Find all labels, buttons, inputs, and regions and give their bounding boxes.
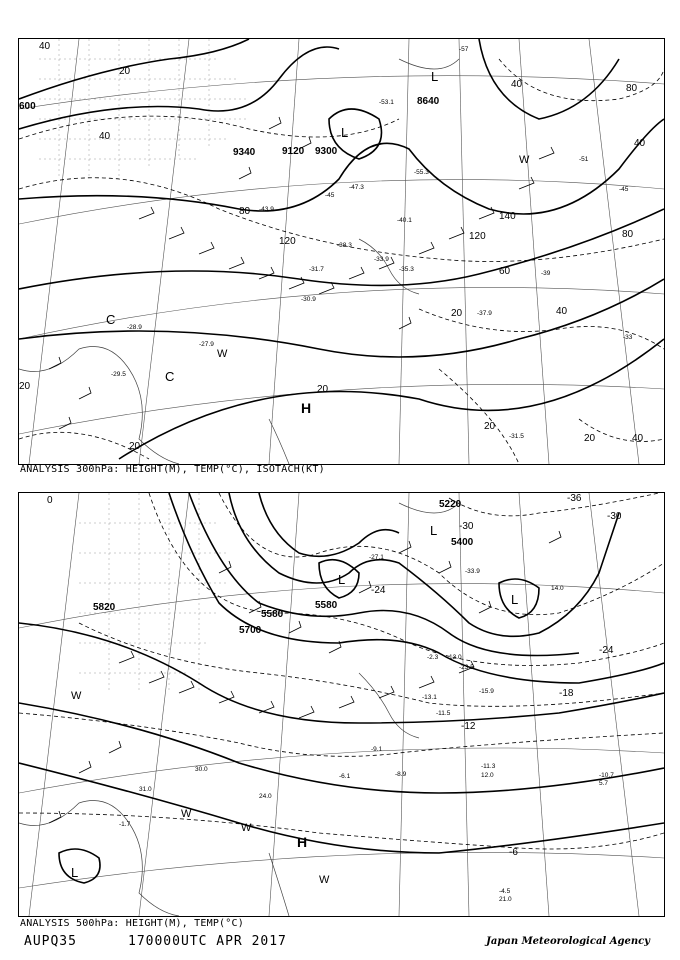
warm-center: W (241, 822, 252, 834)
station-temp: -27.9 (199, 341, 214, 348)
warm-center: W (217, 348, 228, 360)
station-temp: -30.9 (301, 296, 316, 303)
valid-time: 170000UTC APR 2017 (128, 934, 287, 949)
isotach-label: 20 (451, 308, 463, 319)
station-temp: -23.5 (459, 664, 474, 671)
chart-500hpa (18, 492, 665, 917)
warm-center: W (519, 154, 530, 166)
station-temp: -55.3 (414, 169, 429, 176)
isotach-label: 40 (634, 138, 646, 149)
station-temp: -29.5 (111, 371, 126, 378)
isotach-label: 20 (484, 421, 496, 432)
station-temp: -33.9 (465, 568, 480, 575)
station-temp: -45 (325, 192, 335, 199)
station-temp: -31.7 (309, 266, 324, 273)
isotach-label: 80 (239, 206, 251, 217)
isotach-label: 120 (469, 231, 486, 242)
isotherm-labels (47, 493, 622, 858)
cold-center: C (106, 312, 116, 327)
height-label: 600 (19, 101, 36, 112)
isotach-dashed-contours (19, 59, 664, 464)
height-label: 5220 (439, 499, 462, 510)
isotach-label: 20 (129, 441, 141, 452)
station-temp: 30.0 (195, 766, 208, 773)
caption-500hpa: ANALYSIS 500hPa: HEIGHT(M), TEMP(°C) (20, 918, 244, 929)
height-label: 5580 (315, 600, 338, 611)
high-center: H (297, 834, 308, 850)
station-temp: 31.0 (139, 786, 152, 793)
warm-center: W (181, 808, 192, 820)
isotach-label: 40 (511, 79, 523, 90)
isotach-label: 80 (622, 229, 634, 240)
lat-lon-grid (19, 39, 664, 464)
isotherm-label: -30 (607, 511, 622, 522)
isotach-label: 120 (279, 236, 296, 247)
low-center: L (341, 125, 349, 140)
station-temp: -4.5 (499, 888, 511, 895)
station-temp: -11.5 (436, 710, 451, 717)
station-temp: -53.1 (379, 99, 394, 106)
isotherm-label: -18 (559, 688, 574, 699)
lat-lon-grid (19, 493, 664, 916)
coastlines (19, 503, 459, 916)
station-temp: -33 (623, 334, 633, 341)
isotach-label: 140 (499, 211, 516, 222)
height-label: 5400 (451, 537, 474, 548)
isotach-label: 20 (317, 384, 329, 395)
map-500hpa (19, 493, 664, 916)
station-temp: -11.3 (481, 763, 496, 770)
agency-name: Japan Meteorological Agency (486, 936, 650, 947)
product-code: AUPQ35 (24, 934, 77, 949)
pressure-centers (71, 523, 518, 886)
height-label: 9340 (233, 147, 256, 158)
high-center: H (301, 400, 312, 416)
map-300hpa (19, 39, 664, 464)
station-temp: -39 (541, 270, 551, 277)
height-label: 5700 (239, 625, 262, 636)
low-center: L (430, 523, 438, 538)
station-temp: -8.9 (395, 771, 407, 778)
missing-data-hatch (79, 493, 229, 693)
station-temp: -2.3 (427, 654, 439, 661)
station-temp: -9.1 (371, 746, 383, 753)
station-temp: -15.9 (479, 688, 494, 695)
station-temp: -33.9 (374, 256, 389, 263)
station-temp: -35.3 (399, 266, 414, 273)
height-label: 9300 (315, 146, 338, 157)
station-temp: -38.3 (337, 242, 352, 249)
station-temp: 5.7 (599, 780, 609, 787)
station-temp: -40.1 (397, 217, 412, 224)
wind-barbs (49, 117, 554, 429)
low-center: L (511, 592, 519, 607)
isotach-labels (19, 41, 646, 452)
height-contours (19, 39, 664, 459)
isotach-label: 20 (119, 66, 131, 77)
low-center: L (338, 572, 346, 587)
isotach-label: 80 (626, 83, 638, 94)
station-temp: -31.5 (509, 433, 524, 440)
station-temp: -47.3 (349, 184, 364, 191)
isotherm-label: -24 (371, 585, 386, 596)
station-temp: -6.1 (339, 773, 351, 780)
low-center: L (71, 865, 79, 880)
isotherm-label: -24 (599, 645, 614, 656)
isotherm-label: -12 (461, 721, 476, 732)
isotherm-label: -6 (509, 847, 518, 858)
low-center: L (431, 69, 439, 84)
caption-300hpa: ANALYSIS 300hPa: HEIGHT(M), TEMP(°C), ISOTACH(KT) (20, 464, 325, 475)
isotherm-label: -36 (567, 493, 582, 504)
station-temp: -27.1 (369, 554, 384, 561)
height-label: 5820 (93, 602, 116, 613)
isotach-label: 20 (19, 381, 31, 392)
isotach-label: 40 (556, 306, 568, 317)
station-temperatures (111, 46, 633, 440)
isotach-label: 40 (39, 41, 51, 52)
isotach-label: 40 (632, 433, 644, 444)
height-label: 9120 (282, 146, 305, 157)
station-temp: -10.7 (599, 772, 614, 779)
isotach-label: 20 (584, 433, 596, 444)
station-temp: -1.7 (119, 821, 131, 828)
warm-center: W (71, 690, 82, 702)
isotherm-label: 0 (47, 495, 53, 506)
station-temp: 14.0 (551, 585, 564, 592)
isotach-label: 60 (499, 266, 511, 277)
cold-center: C (165, 369, 175, 384)
station-temp: -28.9 (127, 324, 142, 331)
station-temp: -57 (459, 46, 469, 53)
isotherm-dashed-contours (19, 493, 664, 849)
station-temp: -37.9 (477, 310, 492, 317)
station-temp: 12.0 (481, 772, 494, 779)
chart-300hpa (18, 38, 665, 465)
isotach-label: 40 (99, 131, 111, 142)
station-temp: 24.0 (259, 793, 272, 800)
station-temp: -13.1 (422, 694, 437, 701)
height-label: 8640 (417, 96, 440, 107)
station-temp: -45 (619, 186, 629, 193)
station-temp: 13.0 (449, 654, 462, 661)
station-temp: -43.9 (259, 206, 274, 213)
height-label: 5580 (261, 609, 284, 620)
station-temp: -51 (579, 156, 589, 163)
isotherm-label: -30 (459, 521, 474, 532)
warm-center: W (319, 874, 330, 886)
station-temp: 21.0 (499, 896, 512, 903)
station-temperatures (119, 554, 614, 903)
